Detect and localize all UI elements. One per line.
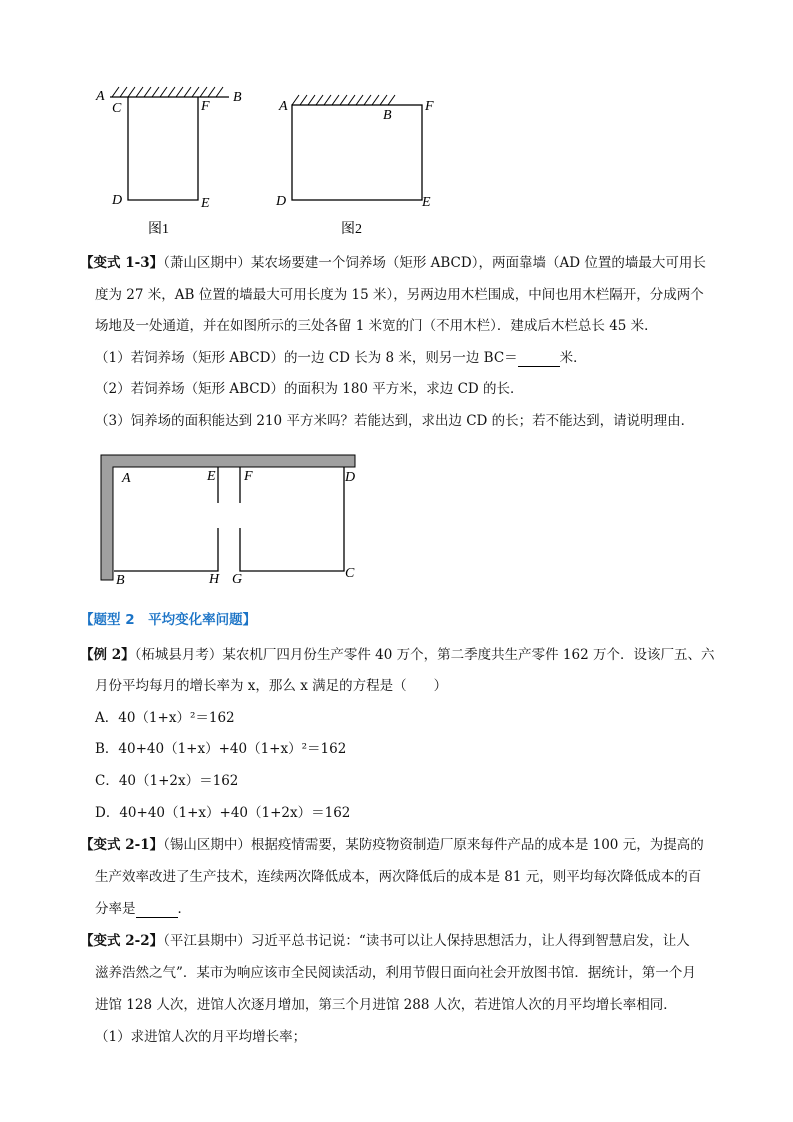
hatch-mark xyxy=(356,95,363,105)
option-d: D．40+40（1+x）+40（1+2x）＝162 xyxy=(95,805,351,821)
text: （平江县期中）习近平总书记说：“读书可以让人保持思想活力，让人得到智慧启发，让人 xyxy=(163,933,690,949)
hatch-mark xyxy=(200,87,207,97)
option-b: B．40+40（1+x）+40（1+x）²＝162 xyxy=(95,741,347,757)
hatch-mark xyxy=(184,87,191,97)
hatch-mark xyxy=(308,95,315,105)
text: （萧山区期中）某农场要建一个饲养场（矩形 ABCD），两面靠墙（AD 位置的墙最大可用长 xyxy=(163,255,706,271)
option-c: C．40（1+2x）＝162 xyxy=(95,773,239,789)
text: ． xyxy=(177,901,191,917)
label-g: G xyxy=(232,572,243,587)
label-c: C xyxy=(112,101,122,116)
variant-2-1-line1 xyxy=(80,836,704,854)
fence xyxy=(128,97,198,200)
hatch-mark xyxy=(388,95,395,105)
label-h: H xyxy=(209,572,220,587)
hatch-mark xyxy=(112,87,119,97)
fence xyxy=(114,467,344,571)
hatch-mark xyxy=(324,95,331,105)
hatch-mark xyxy=(176,87,183,97)
variant-1-3-q3: （3）饲养场的面积能达到 210 平方米吗？若能达到，求出边 CD 的长；若不能达到，请说明理由． xyxy=(95,413,695,429)
label-f: F xyxy=(201,99,210,114)
question-tag: 【变式 1-3】 xyxy=(80,255,164,271)
example-2-line2: 月份平均每月的增长率为 x，那么 x 满足的方程是（ ） xyxy=(95,678,448,694)
figure-3 xyxy=(101,455,355,588)
answer-blank[interactable] xyxy=(136,903,178,918)
variant-1-3-q1 xyxy=(95,349,587,367)
variant-2-2-line3: 进馆 128 人次，进馆人次逐月增加，第三个月进馆 288 人次，若进馆人次的月平均增长率相同． xyxy=(95,997,677,1013)
label-e: E xyxy=(207,469,216,484)
hatch-mark xyxy=(292,95,299,105)
label-b: B xyxy=(233,90,242,105)
hatch-mark xyxy=(144,87,151,97)
label-d: D xyxy=(276,194,287,209)
example-2-line1 xyxy=(80,646,714,664)
hatch-mark xyxy=(136,87,143,97)
option-a: A．40（1+x）²＝162 xyxy=(95,710,235,726)
hatch-mark xyxy=(316,95,323,105)
text: （锡山区期中）根据疫情需要，某防疫物资制造厂原来每件产品的成本是 100 元，为提高的 xyxy=(163,837,704,853)
question-tag: 【变式 2-1】 xyxy=(80,837,164,853)
hatch-mark xyxy=(364,95,371,105)
label-e: E xyxy=(201,196,210,211)
label-b: B xyxy=(116,573,125,588)
hatch-mark xyxy=(216,87,223,97)
wall xyxy=(101,455,355,580)
text: 分率是 xyxy=(95,901,136,917)
label-a: A xyxy=(122,471,131,486)
answer-blank[interactable] xyxy=(518,352,560,367)
figure-caption: 图1 xyxy=(148,222,169,237)
label-d: D xyxy=(345,470,356,485)
fence xyxy=(292,105,422,200)
label-f: F xyxy=(425,99,434,114)
hatch-mark xyxy=(372,95,379,105)
wall-hatching xyxy=(292,95,395,105)
hatch-mark xyxy=(128,87,135,97)
hatch-mark xyxy=(208,87,215,97)
label-e: E xyxy=(422,195,431,210)
question-tag: 【例 2】 xyxy=(80,647,135,663)
figure-1 xyxy=(95,87,242,237)
hatch-mark xyxy=(120,87,127,97)
label-b: B xyxy=(383,108,392,123)
question-tag: 【变式 2-2】 xyxy=(80,933,164,949)
label-c: C xyxy=(345,566,355,581)
label-a: A xyxy=(279,99,288,114)
variant-2-2-q1: （1）求进馆人次的月平均增长率； xyxy=(95,1029,307,1045)
text: （柘城县月考）某农机厂四月份生产零件 40 万个，第二季度共生产零件 162 万个．设该厂五、六 xyxy=(134,647,715,663)
figure-2 xyxy=(275,95,434,237)
variant-1-3-q2: （2）若饲养场（矩形 ABCD）的面积为 180 平方米，求边 CD 的长． xyxy=(95,381,524,397)
wall-hatching xyxy=(112,87,223,97)
text: （1）若饲养场（矩形 ABCD）的一边 CD 长为 8 米，则另一边 BC＝ xyxy=(95,350,518,366)
figure-caption: 图2 xyxy=(341,222,362,237)
label-f: F xyxy=(244,469,253,484)
variant-1-3-line1 xyxy=(80,254,706,272)
section-title: 【题型 2 平均变化率问题】 xyxy=(80,612,257,628)
hatch-mark xyxy=(152,87,159,97)
variant-1-3-line3: 场地及一处通道，并在如图所示的三处各留 1 米宽的门（不用木栏）．建成后木栏总长 45 米． xyxy=(95,318,658,334)
variant-2-2-line2: 滋养浩然之气”．某市为响应该市全民阅读活动，利用节假日面向社会开放图书馆．据统计，第一个月 xyxy=(95,965,696,981)
hatch-mark xyxy=(192,87,199,97)
hatch-mark xyxy=(340,95,347,105)
hatch-mark xyxy=(300,95,307,105)
label-d: D xyxy=(112,193,123,208)
hatch-mark xyxy=(332,95,339,105)
variant-2-1-line2: 生产效率改进了生产技术，连续两次降低成本，两次降低后的成本是 81 元，则平均每次降低成本的百 xyxy=(95,869,702,885)
hatch-mark xyxy=(380,95,387,105)
variant-2-2-line1 xyxy=(80,932,690,950)
text: 米． xyxy=(559,350,587,366)
hatch-mark xyxy=(168,87,175,97)
hatch-mark xyxy=(160,87,167,97)
label-a: A xyxy=(96,89,105,104)
variant-2-1-line3 xyxy=(95,900,191,918)
variant-1-3-line2: 度为 27 米，AB 位置的墙最大可用长度为 15 米），另两边用木栏围成，中间也用木栏隔开，分成两个 xyxy=(95,287,704,303)
hatch-mark xyxy=(348,95,355,105)
